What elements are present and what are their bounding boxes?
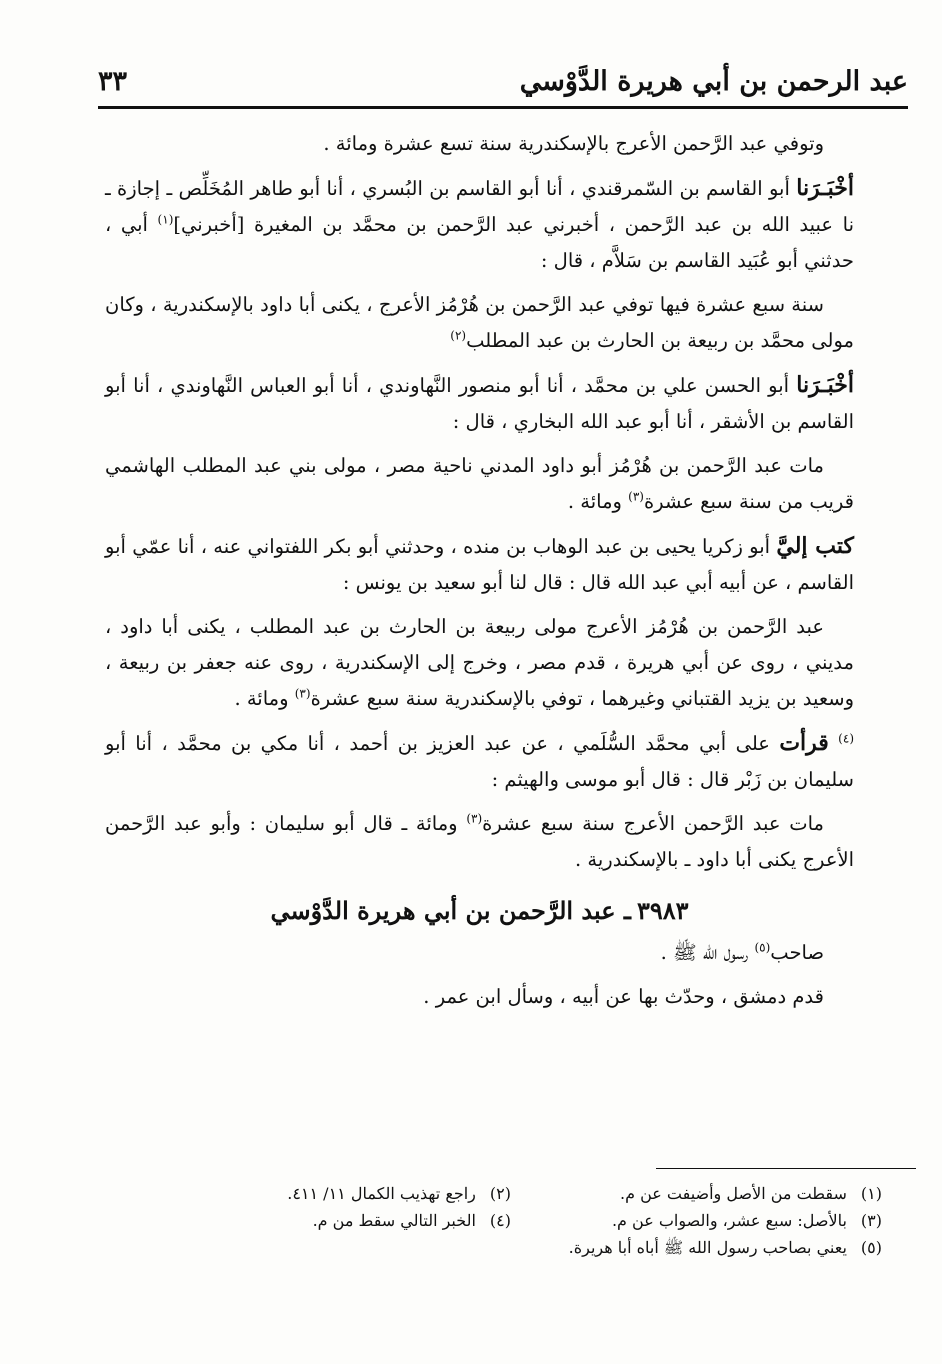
isnad-keyword: أخْبَـرَنا — [796, 175, 854, 201]
main-text — [105, 126, 854, 1015]
entry-number: ٣٩٨٣ — [636, 896, 689, 925]
footnotes — [140, 1180, 882, 1261]
footnote-row — [140, 1180, 882, 1207]
paragraph-5: مات عبد الرَّحمن بن هُرْمُز أبو داود المدني ناحية مصر ، مولى بني عبد المطلب الهاشمي قريب من سنة سبع عشرة$^{(٣)}$ ومائة . — [105, 454, 854, 513]
footnote-ref: (٤) — [838, 731, 854, 746]
footnote-ref: (١) — [157, 212, 174, 227]
footnote-ref: (٣) — [628, 489, 644, 504]
paragraph-11: قدم دمشق ، وحدّث بها عن أبيه ، وسأل ابن عمر . — [423, 985, 824, 1008]
running-header — [98, 62, 908, 106]
footnote-4: (٤)الخبر التالي سقط من م. — [312, 1211, 511, 1230]
isnad-keyword: قرأت — [779, 730, 829, 756]
paragraph-10: صاحب$^{(٥)}$ رسول الله ﷺ . — [660, 940, 824, 964]
paragraph-8: $^{(٤)}$ قرأت على أبي محمَّد السُّلَمي ، عن عبد العزيز بن أحمد ، أنا مكي بن محمَّد ، أنا أبو سليمان بن زَبْر قال : قال أبو موسى والهيثم : — [105, 730, 854, 791]
paragraph-2: أخْبَـرَنا أبو القاسم بن السّمرقندي ، أنا أبو القاسم بن البُسري ، أنا أبو طاهر المُخَلِّص ـ إجازة ـ نا عبيد الله بن عبد الرَّحمن ، أخبرني عبد الرَّحمن بن محمَّد بن المغيرة [أخبرني]$^{(١)}$ أبي ، حدثني أبو عُبَيد القاسم بن سَلاَّم ، قال : — [105, 175, 855, 272]
header-title: عبد الرحمن بن أبي هريرة الدَّوْسي — [519, 66, 908, 97]
paragraph-6: كتب إليَّ أبو زكريا يحيى بن عبد الوهاب بن منده ، وحدثني أبو بكر اللفتواني عنه ، أنا عمّي أبو القاسم ، عن أبيه أبي عبد الله قال : قال لنا أبو سعيد بن يونس : — [105, 533, 855, 594]
footnote-ref: (٥) — [754, 940, 771, 955]
footnote-2: (٢)راجع تهذيب الكمال ١١/ ٤١١. — [287, 1184, 511, 1203]
header-rule — [98, 106, 908, 109]
footnote-row — [140, 1234, 882, 1261]
footnote-rule — [656, 1168, 916, 1169]
entry-heading — [105, 896, 854, 925]
footnote-1: (١)سقطت من الأصل وأضيفت عن م. — [620, 1184, 882, 1203]
page-number: ٣٣ — [98, 66, 128, 97]
paragraph-4: أخْبَـرَنا أبو الحسن علي بن محمَّد ، أنا أبو منصور النَّهاوندي ، أنا أبو العباس النَّهاوندي ، أنا أبو القاسم بن الأشقر ، أنا أبو عبد الله البخاري ، قال : — [105, 372, 854, 433]
footnote-5: (٥)يعني بصاحب رسول الله ﷺ أباه أبا هريرة. — [568, 1238, 882, 1257]
isnad-keyword: كتب إليَّ — [776, 533, 855, 559]
footnote-3: (٣)بالأصل: سبع عشر، والصواب عن م. — [611, 1211, 882, 1230]
paragraph-9: مات عبد الرَّحمن الأعرج سنة سبع عشرة$^{(٣)}$ ومائة ـ قال أبو سليمان : وأبو عبد الرَّحمن الأعرج يكنى أبا داود ـ بالإسكندرية . — [105, 811, 854, 871]
footnote-ref: (٣) — [466, 811, 483, 826]
footnote-row — [140, 1207, 882, 1234]
paragraph-7: عبد الرَّحمن بن هُرْمُز الأعرج مولى ربيعة بن الحارث بن عبد المطلب ، يكنى أبا داود ، مديني ، روى عن أبي هريرة ، قدم مصر ، وخرج إلى الإسكندرية ، روى عنه جعفر بن ربيعة ، وسعيد بن يزيد القتباني وغيرهما ، توفي بالإسكندرية سنة سبع عشرة$^{(٣)}$ ومائة . — [105, 615, 854, 710]
isnad-keyword: أخْبَـرَنا — [796, 372, 854, 398]
entry-title: ـ عبد الرَّحمن بن أبي هريرة الدَّوْسي — [270, 896, 631, 925]
footnote-ref: (٢) — [450, 328, 467, 343]
footnote-ref: (٣) — [294, 686, 311, 701]
paragraph-1: وتوفي عبد الرَّحمن الأعرج بالإسكندرية سنة تسع عشرة ومائة . — [323, 132, 824, 155]
paragraph-3: سنة سبع عشرة فيها توفي عبد الرَّحمن بن هُرْمُز الأعرج ، يكنى أبا داود بالإسكندرية ، وكان مولى محمَّد بن ربيعة بن الحارث بن عبد المطلب$^{(٢)}$ — [105, 293, 854, 352]
